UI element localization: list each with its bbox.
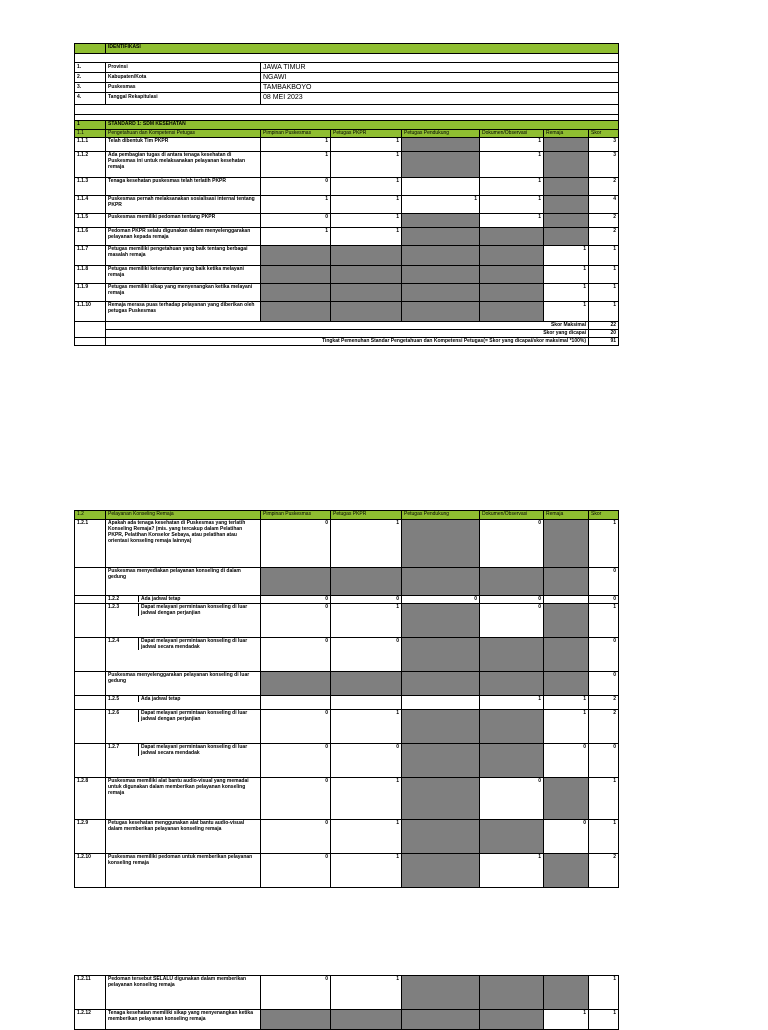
score-cell: 0 (480, 778, 544, 820)
score-cell (544, 228, 589, 246)
row-number (75, 710, 106, 744)
score-cell (480, 820, 544, 854)
sub-row-number: 1.2.5 (106, 696, 139, 702)
score-cell (331, 284, 402, 302)
ident-no: 3. (75, 83, 106, 93)
score-cell (261, 246, 331, 266)
score-cell (331, 246, 402, 266)
score-cell: 0 (261, 638, 331, 672)
score-cell (480, 246, 544, 266)
score-cell: 1 (544, 1010, 589, 1030)
score-cell (544, 778, 589, 820)
identifikasi-title: IDENTIFIKASI (106, 44, 619, 54)
table-row (75, 568, 619, 596)
score-cell: 1 (331, 778, 402, 820)
row-number (75, 604, 106, 638)
skor-cell: 1 (589, 1010, 619, 1030)
sub-row-text: Dapat melayani permintaan konseling di luar jadwal dengan perjanjian (141, 710, 248, 722)
score-cell: 0 (261, 178, 331, 196)
score-cell: 1 (331, 976, 402, 1010)
score-cell (480, 284, 544, 302)
section-title: Pelayanan Konseling Remaja (106, 511, 261, 520)
section-no: 1.2 (75, 511, 106, 520)
score-cell (331, 696, 402, 710)
ident-value-provinsi: JAWA TIMUR (261, 63, 619, 73)
score-cell (331, 266, 402, 284)
score-cell: 0 (331, 744, 402, 778)
table-row (75, 266, 619, 284)
skor-cell: 3 (589, 138, 619, 152)
row-text: Pedoman tersebut SELALU digunakan dalam memberikan pelayanan konseling remaja (106, 976, 261, 1010)
skor-cell: 1 (589, 820, 619, 854)
score-cell (544, 214, 589, 228)
score-cell (402, 152, 480, 178)
score-cell (402, 228, 480, 246)
score-cell (544, 604, 589, 638)
table-row (75, 246, 619, 266)
score-cell: 0 (480, 604, 544, 638)
col-remaja: Remaja (544, 130, 589, 138)
score-cell: 1 (544, 302, 589, 322)
score-cell: 1 (331, 820, 402, 854)
score-cell (261, 302, 331, 322)
summary-label: Skor Maksimal (106, 322, 589, 330)
score-cell: 0 (261, 596, 331, 604)
skor-cell: 4 (589, 196, 619, 214)
score-cell: 1 (480, 138, 544, 152)
ident-value-tanggal: 08 MEI 2023 (261, 93, 619, 105)
score-cell (402, 246, 480, 266)
score-cell (402, 214, 480, 228)
row-text (106, 744, 261, 778)
skor-cell: 1 (589, 520, 619, 568)
score-cell: 0 (261, 214, 331, 228)
row-text: Puskesmas memiliki pedoman tentang PKPR (106, 214, 261, 228)
score-cell (261, 284, 331, 302)
skor-cell: 2 (589, 710, 619, 744)
row-number: 1.1.6 (75, 228, 106, 246)
ident-no: 4. (75, 93, 106, 105)
row-number (75, 696, 106, 710)
score-cell: 0 (261, 604, 331, 638)
score-cell (402, 778, 480, 820)
row-text: Petugas kesehatan menggunakan alat bantu audio-visual dalam memberikan pelayanan konseling remaja (106, 820, 261, 854)
col-pimpinan: Pimpinan Puskesmas (261, 511, 331, 520)
sub-row-text: Dapat melayani permintaan konseling di luar jadwal secara mendadak (141, 744, 248, 756)
score-cell (402, 1010, 480, 1030)
row-text: Tenaga kesehatan puskesmas telah terlatih PKPR (106, 178, 261, 196)
skor-cell: 2 (589, 228, 619, 246)
score-cell (402, 710, 480, 744)
score-cell: 1 (402, 196, 480, 214)
table-row (75, 710, 619, 744)
score-cell (480, 266, 544, 284)
row-number: 1.1.5 (75, 214, 106, 228)
row-text (106, 604, 261, 638)
row-text: Ada pembagian tugas di antara tenaga kesehatan di Puskesmas ini untuk melaksanakan pelayanan kesehatan remaja (106, 152, 261, 178)
score-cell (544, 520, 589, 568)
score-cell (402, 696, 480, 710)
col-dokumen: Dokumen/Observasi (480, 130, 544, 138)
table-row (75, 604, 619, 638)
score-cell: 0 (261, 710, 331, 744)
col-petugas-pendukung: Petugas Pendukung (402, 130, 480, 138)
score-cell: 0 (331, 596, 402, 604)
skor-cell: 0 (589, 568, 619, 596)
skor-cell: 1 (589, 246, 619, 266)
skor-cell: 1 (589, 302, 619, 322)
col-petugas-pkpr: Petugas PKPR (331, 130, 402, 138)
score-cell: 0 (261, 976, 331, 1010)
row-text: Tenaga kesehatan memiliki sikap yang menyenangkan ketika memberikan pelayanan konseling remaja (106, 1010, 261, 1030)
row-text (106, 596, 261, 604)
col-petugas-pendukung: Petugas Pendukung (402, 511, 480, 520)
score-cell: 1 (544, 284, 589, 302)
summary-label: Tingkat Pemenuhan Standar Pengetahuan dan Kompetensi Petugas(= Skor yang dicapai/skor maksimal *100%) (106, 338, 589, 346)
score-cell (544, 638, 589, 672)
sub-row-text: Dapat melayani permintaan konseling di luar jadwal dengan perjanjian (141, 604, 248, 616)
score-cell: 1 (331, 520, 402, 568)
score-cell (402, 854, 480, 888)
score-cell: 1 (480, 696, 544, 710)
ident-label-tanggal: Tanggal Rekapitulasi (106, 93, 261, 105)
table-row (75, 778, 619, 820)
score-cell: 0 (480, 520, 544, 568)
summary-value: 22 (589, 322, 619, 330)
table-row (75, 596, 619, 604)
score-cell: 0 (261, 520, 331, 568)
row-number: 1.2.1 (75, 520, 106, 568)
score-cell (402, 638, 480, 672)
summary-value: 20 (589, 330, 619, 338)
row-text (106, 638, 261, 672)
table-row (75, 138, 619, 152)
row-text: Petugas memiliki sikap yang menyenangkan ketika melayani remaja (106, 284, 261, 302)
score-cell (331, 1010, 402, 1030)
score-cell: 0 (261, 854, 331, 888)
row-number (75, 596, 106, 604)
score-cell (402, 744, 480, 778)
score-cell (402, 138, 480, 152)
skor-cell: 0 (589, 744, 619, 778)
score-cell: 1 (544, 266, 589, 284)
score-cell (544, 196, 589, 214)
row-number: 1.1.3 (75, 178, 106, 196)
score-cell (261, 696, 331, 710)
row-text: Puskesmas memiliki alat bantu audio-visual yang memadai untuk digunakan dalam memberikan pelayanan konseling remaja (106, 778, 261, 820)
table-row (75, 152, 619, 178)
col-remaja: Remaja (544, 511, 589, 520)
skor-cell: 2 (589, 854, 619, 888)
sub-row-text: Ada jadwal tetap (141, 596, 181, 602)
ident-value-kabupaten: NGAWI (261, 73, 619, 83)
col-petugas-pkpr: Petugas PKPR (331, 511, 402, 520)
row-text: Petugas memiliki keterampilan yang baik ketika melayani remaja (106, 266, 261, 284)
skor-cell: 0 (589, 638, 619, 672)
score-cell (544, 152, 589, 178)
standard-1-2-continued-table (74, 975, 619, 1030)
score-cell: 0 (261, 744, 331, 778)
score-cell (402, 284, 480, 302)
table-row (75, 520, 619, 568)
skor-cell: 2 (589, 696, 619, 710)
score-cell: 0 (261, 778, 331, 820)
score-cell: 1 (331, 152, 402, 178)
table-row (75, 744, 619, 778)
score-cell: 1 (261, 228, 331, 246)
ident-label-puskesmas: Puskesmas (106, 83, 261, 93)
row-text (106, 696, 261, 710)
row-number: 1.1.4 (75, 196, 106, 214)
score-cell (544, 976, 589, 1010)
score-cell: 1 (480, 178, 544, 196)
section-no: 1.1 (75, 130, 106, 138)
col-skor: Skor (589, 130, 619, 138)
col-skor: Skor (589, 511, 619, 520)
skor-cell: 1 (589, 976, 619, 1010)
skor-cell: 0 (589, 596, 619, 604)
score-cell: 1 (544, 696, 589, 710)
score-cell: 1 (261, 152, 331, 178)
score-cell: 1 (480, 854, 544, 888)
row-number: 1.2.10 (75, 854, 106, 888)
score-cell: 1 (331, 854, 402, 888)
row-number: 1.1.8 (75, 266, 106, 284)
table-row (75, 284, 619, 302)
summary-label: Skor yang dicapai (106, 330, 589, 338)
skor-cell: 3 (589, 152, 619, 178)
row-text: Pedoman PKPR selalu digunakan dalam menyelenggarakan pelayanan kepada remaja (106, 228, 261, 246)
group-label: Puskesmas menyelenggarakan pelayanan konseling di luar gedung (106, 672, 261, 696)
row-text (106, 710, 261, 744)
sub-row-number: 1.2.3 (106, 604, 139, 616)
score-cell (480, 638, 544, 672)
row-number: 1.2.11 (75, 976, 106, 1010)
score-cell (402, 604, 480, 638)
row-number: 1.2.12 (75, 1010, 106, 1030)
score-cell: 0 (331, 638, 402, 672)
score-cell (261, 266, 331, 284)
score-cell: 1 (331, 196, 402, 214)
score-cell: 1 (331, 710, 402, 744)
table-row (75, 214, 619, 228)
score-cell: 1 (261, 138, 331, 152)
row-text: Puskesmas pernah melaksanakan sosialisasi internal tentang PKPR (106, 196, 261, 214)
skor-cell: 1 (589, 604, 619, 638)
sub-row-number: 1.2.4 (106, 638, 139, 650)
table-row (75, 196, 619, 214)
score-cell (480, 976, 544, 1010)
score-cell: 1 (331, 178, 402, 196)
score-cell: 0 (544, 820, 589, 854)
row-text: Puskesmas memiliki pedoman untuk memberikan pelayanan konseling remaja (106, 854, 261, 888)
skor-cell: 1 (589, 266, 619, 284)
score-cell (261, 1010, 331, 1030)
ident-value-puskesmas: TAMBAKBOYO (261, 83, 619, 93)
score-cell (331, 302, 402, 322)
score-cell: 1 (544, 246, 589, 266)
row-text: Apakah ada tenaga kesehatan di Puskesmas yang terlatih Konseling Remaja? (mis. yang tercakup dalam Pelatihan PKPR, Pelatihan Konselor Sebaya, atau pelatihan atau orientasi konseling remaja lainnya) (106, 520, 261, 568)
score-cell (544, 178, 589, 196)
col-dokumen: Dokumen/Observasi (480, 511, 544, 520)
score-cell (480, 710, 544, 744)
score-cell: 1 (331, 604, 402, 638)
sub-row-text: Dapat melayani permintaan konseling di luar jadwal secara mendadak (141, 638, 248, 650)
sub-row-number: 1.2.7 (106, 744, 139, 756)
score-cell: 0 (544, 744, 589, 778)
score-cell (480, 302, 544, 322)
summary-value: 91 (589, 338, 619, 346)
table-row (75, 638, 619, 672)
score-cell (402, 302, 480, 322)
table-row (75, 672, 619, 696)
ident-label-kabupaten: Kabupaten/Kota (106, 73, 261, 83)
skor-cell: 0 (589, 672, 619, 696)
standard-1-1-table (74, 43, 619, 346)
ident-no: 2. (75, 73, 106, 83)
sub-row-text: Ada jadwal tetap (141, 696, 181, 702)
score-cell (480, 1010, 544, 1030)
row-text: Telah dibentuk Tim PKPR (106, 138, 261, 152)
row-number: 1.1.7 (75, 246, 106, 266)
score-cell: 0 (480, 596, 544, 604)
standard-title: STANDARD 1: SDM KESEHATAN (106, 121, 619, 130)
score-cell: 1 (544, 710, 589, 744)
table-row (75, 854, 619, 888)
row-number: 1.1.9 (75, 284, 106, 302)
group-label: Puskesmas menyediakan pelayanan konseling di dalam gedung (106, 568, 261, 596)
row-number: 1.1.1 (75, 138, 106, 152)
table-row (75, 178, 619, 196)
row-number: 1.2.9 (75, 820, 106, 854)
ident-label-provinsi: Provinsi (106, 63, 261, 73)
score-cell: 1 (331, 228, 402, 246)
score-cell (402, 178, 480, 196)
skor-cell: 2 (589, 214, 619, 228)
score-cell: 1 (480, 152, 544, 178)
row-number (75, 744, 106, 778)
score-cell: 1 (480, 196, 544, 214)
section-title: Pengetahuan dan Kompetensi Petugas (106, 130, 261, 138)
table-row (75, 696, 619, 710)
col-pimpinan: Pimpinan Puskesmas (261, 130, 331, 138)
sub-row-number: 1.2.6 (106, 710, 139, 722)
score-cell (402, 520, 480, 568)
table-row (75, 302, 619, 322)
row-text: Remaja merasa puas terhadap pelayanan yang diberikan oleh petugas Puskesmas (106, 302, 261, 322)
standard-no: 1 (75, 121, 106, 130)
score-cell (402, 976, 480, 1010)
score-cell (544, 854, 589, 888)
standard-1-2-table (74, 510, 619, 888)
row-number: 1.1.2 (75, 152, 106, 178)
row-number (75, 638, 106, 672)
score-cell (544, 138, 589, 152)
score-cell (480, 228, 544, 246)
skor-cell: 1 (589, 778, 619, 820)
skor-cell: 2 (589, 178, 619, 196)
ident-no: 1. (75, 63, 106, 73)
row-number: 1.1.10 (75, 302, 106, 322)
table-row (75, 820, 619, 854)
score-cell (544, 596, 589, 604)
score-cell: 1 (331, 138, 402, 152)
table-row (75, 976, 619, 1010)
row-number: 1.2.8 (75, 778, 106, 820)
score-cell: 1 (331, 214, 402, 228)
table-row (75, 228, 619, 246)
score-cell: 0 (261, 820, 331, 854)
row-text: Petugas memiliki pengetahuan yang baik tentang berbagai masalah remaja (106, 246, 261, 266)
sub-row-number: 1.2.2 (106, 596, 139, 602)
score-cell: 0 (402, 596, 480, 604)
score-cell: 1 (261, 196, 331, 214)
skor-cell: 1 (589, 284, 619, 302)
score-cell (402, 820, 480, 854)
table-row (75, 1010, 619, 1030)
score-cell: 1 (480, 214, 544, 228)
score-cell (402, 266, 480, 284)
score-cell (480, 744, 544, 778)
